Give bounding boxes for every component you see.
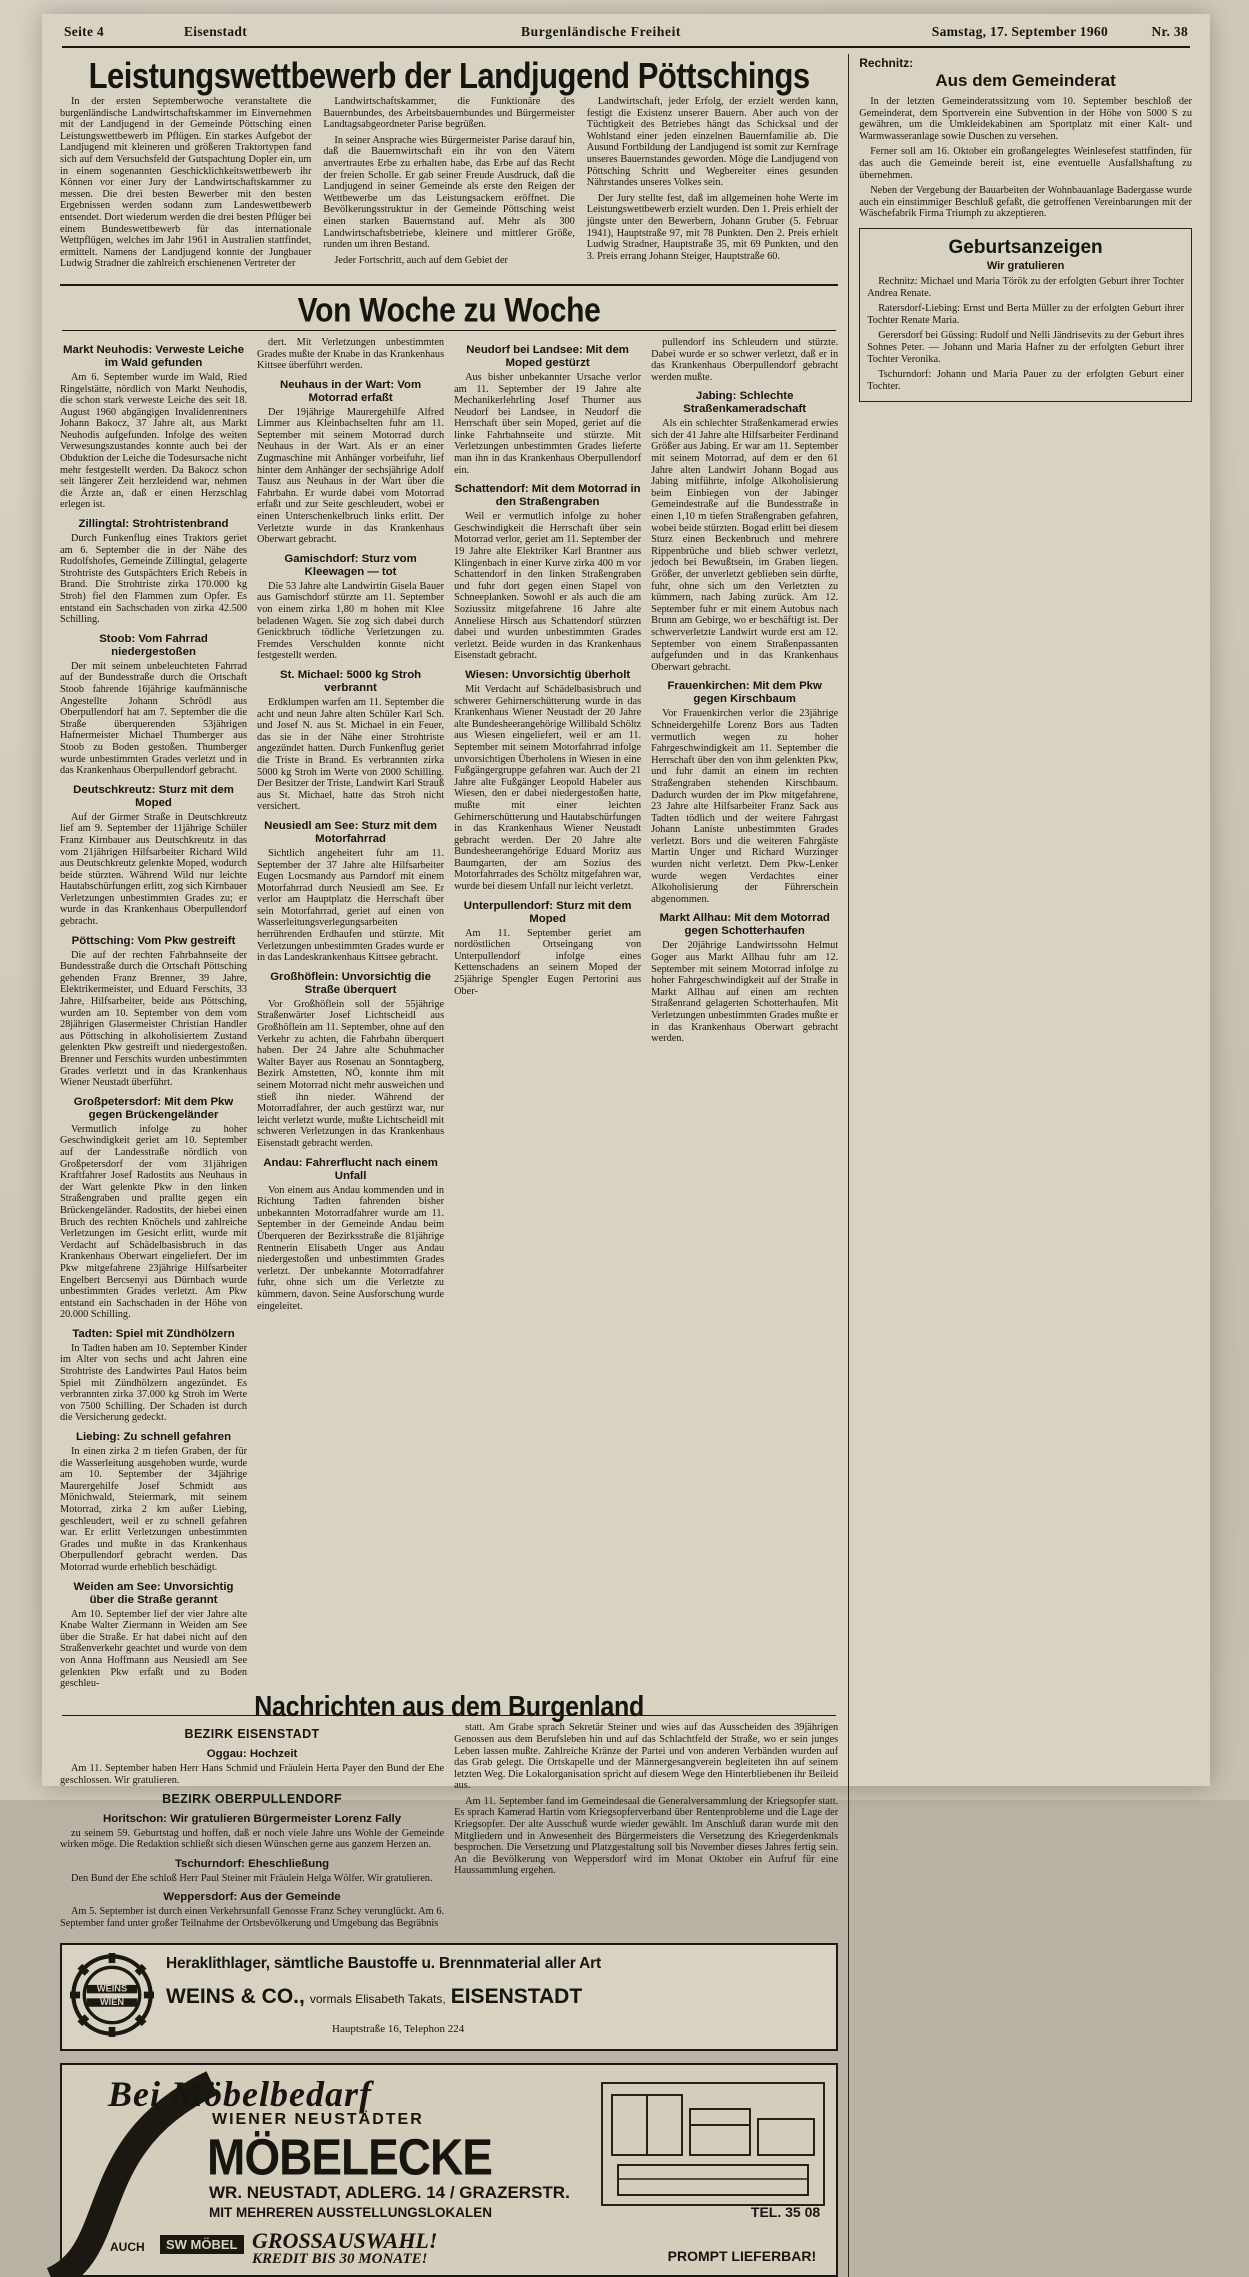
weins-company: WEINS & CO.,	[166, 1985, 305, 2009]
woche-item-para: Vermutlich infolge zu hoher Geschwindigkeit geriet am 10. September auf der Landesstraße nördlich von Großpetersdorf der vom 31jährigen Kraftfahrer Josef Radostits aus Neuhaus in der Wart gelenkte Pkw in den linken Straßengraben und prallte gegen ein Brückengeländer. Radostits, der hiebei einen Bruch des rechten Knöchels und zahlreiche Verletzungen im Gesicht erlitt, wurde mit Verdacht auf Schädelbasisbruch in das Krankenhaus Oberwart eingeliefert. Der im Pkw mitgefahrene 23jährige Hilfsarbeiter Engelbert Bercsenyi aus Dürnbach wurde unbestimmten Grades verletzt. Am Pkw entstand ein Sachschaden in der Höhe von 20.000 Schilling.	[60, 1123, 248, 1321]
woche-item-para: dert. Mit Verletzungen unbestimmten Grades mußte der Knabe in das Krankenhaus Kittsee überführt werden.	[257, 336, 445, 372]
woche-item-para: Aus bisher unbekannter Ursache verlor am 11. September der 19 Jahre alte Mechanikerlehrling Josef Thurner aus Neudorf bei Landsee, in Neudorf die Herrschaft über sein Moped, geriet auf die linke Fahrbahnseite und stürzte. Mit Verletzungen unbestimmten Grades lieferte man ihn in das Krankenhaus Oberpullendorf ein.	[454, 371, 642, 476]
woche-item-title: Unterpullendorf: Sturz mit dem Moped	[463, 899, 632, 925]
woche-item-title: Neuhaus in der Wart: Vom Motorrad erfaßt	[280, 378, 422, 404]
ad-moebelecke[interactable]	[60, 2063, 838, 2277]
woche-item-title: Tadten: Spiel mit Zündhölzern	[72, 1327, 235, 1340]
weins-tagline: Heraklithlager, sämtliche Baustoffe u. Brennmaterial aller Art	[166, 1955, 601, 1973]
paper-title: Burgenländische Freiheit	[520, 24, 682, 39]
woche-item-title: Liebing: Zu schnell gefahren	[75, 1431, 232, 1444]
moebel-prompt: PROMPT LIEFERBAR!	[667, 2248, 817, 2265]
woche-item-title: Frauenkirchen: Mit dem Pkw gegen Kirschbaum	[667, 680, 822, 706]
nachrichten-item-para: Am 11. September fand im Gemeindesaal die Generalversammlung der Kriegsopfer statt. Es sprach Kamerad Hartin vom Kriegsopferverband über Rentenprobleme und die Lage der Kriegsopfer. Der alte Ausschuß wurde wieder gewählt. Im Anschluß daran wurde mit den Mitgliedern und in Anwesenheit des Bürgermeisters die Versetzung des Kriegerdenkmals besprochen. Die Versetzung und Platzgestaltung soll bis November dieses Jahres fertig sein. An die Bevölkerung von Weppersdorf wird im Monat Oktober ein Aufruf für eine Haussammlung ergehen.	[454, 1795, 839, 1877]
woche-item-title: Jabing: Schlechte Straßenkameradschaft	[683, 390, 807, 416]
lead-para: Der Jury stellte fest, daß im allgemeinen hohe Werte im Leistungswettbewerb erzielt wurden. Den 1. Preis erhielt der jüngste unter den Bewerbern, Johann Gruber (5. Februar 1941), Hauptstraße 97, mit 78 Punkten. Den 2. Preis erhielt Ludwig Stradner, Hauptstraße 35, mit 69 Punkten, und den 3. Preis errang Johann Steiger, Hauptstraße 60.	[586, 192, 839, 262]
woche-columns	[60, 337, 838, 1694]
woche-item-para: Mit Verdacht auf Schädelbasisbruch und schwerer Gehirnerschütterung wurde in das Krankenhaus Wiener Neustadt der 20 Jahre alte Bundesheerangehörige Willibald Schöltz aus Wiesen eingeliefert, weil er am 11. September mit seinem Motorfahrrad infolge unvorsichtigen Überholens in Wiesen in eine Fußgängergruppe gefahren war. Auch der 21 Jahre alte Fußgänger Leopold Habeler aus Wiesen, den er dabei niedergestoßen hatte, mußte mit einer leichten Gehirnerschütterung und Hautabschürfungen in das Krankenhaus Wiener Neustadt gebracht werden. Der 20 Jahre alte Bundesheerangehörige Eduard Moritz aus Baumgarten, der am Sozius des Motorfahrrades des Schöltz mitgefahren war, wurde bei diesem Unfall nur leicht verletzt.	[454, 683, 642, 893]
ad-weins[interactable]	[60, 1943, 838, 2051]
woche-item-title: Großpetersdorf: Mit dem Pkw gegen Brückengeländer	[73, 1095, 234, 1121]
lead-para: Landwirtschaftskammer, die Funktionäre des Bauernbundes, des Arbeitsbauernbundes und Bürgermeister Landtagsabgeordneter Parise begrüßen.	[323, 96, 575, 131]
geburtsanzeige-item: Ratersdorf-Liebing: Ernst und Berta Müller zu der erfolgten Geburt ihrer Tochter Renate Maria.	[867, 303, 1184, 326]
woche-item-para: Von einem aus Andau kommenden und in Richtung Tadten fahrenden bisher unbekannten Motorradfahrer wurde am 11. September in der Gemeinde Andau beim Überqueren der Bezirksstraße die 81jährige Rentnerin Elisabeth Unger aus Andau niedergestoßen und unbestimmten Grades verletzt. Der unbekannte Motorradfahrer fuhr, ohne sich um die Verletzte zu kümmern, davon. Seine Ausforschung wurde eingeleitet.	[257, 1184, 445, 1312]
woche-item-para: Am 6. September wurde im Wald, Ried Ringelstätte, nördlich von Markt Neuhodis, die schon stark verweste Leiche des seit 18. August 1960 abgängigen Invalidenrentners Johann Bakocz, 37 Jahre alt, aus Markt Neuhodis aufgefunden. Infolge des weiten Verwesungszustandes konnte auch bei der Obduktion der Leiche die Todesursache nicht mehr festgestellt werden. Da Bakocz schon seit längerer Zeit herzleidend war, nehmen die Ärzte an, daß er einen Herzschlag erlegen ist.	[60, 371, 248, 511]
woche-item-para: In einen zirka 2 m tiefen Graben, der für die Wasserleitung ausgehoben wurde, wurde am 10. September der 34jährige Maurergehilfe Josef Schmidt aus Mönichwald, Steiermark, mit seinem Motorrad, zirka 2 km außer Liebing, geschleudert, weil er zu schnell gefahren war. Er erlitt Verletzungen unbestimmten Grades und mußte in das Krankenhaus Oberpullendorf gebracht werden. Das Motorrad wurde erheblich beschädigt.	[60, 1446, 248, 1573]
svg-text:WEINS: WEINS	[96, 1984, 128, 1995]
woche-item-para: Am 11. September geriet am nordöstlichen Ortseingang von Unterpullendorf infolge eines Kettenschadens an seinem Moped der 25jährige Spengler Eugen Pertorini aus Ober-	[454, 927, 642, 997]
page-number: Seite 4	[64, 24, 104, 39]
woche-banner: Von Woche zu Woche	[297, 291, 601, 330]
geburtsanzeige-item: Gerersdorf bei Güssing: Rudolf und Nelli Jändrisevits zu der Geburt ihres Sohnes Peter. — Johann und Maria Hafner zu der erfolgten Geburt ihrer Tochter Veronika.	[867, 330, 1184, 365]
moebel-kredit: KREDIT BIS 30 MONATE!	[252, 2251, 428, 2268]
right-column	[849, 54, 1192, 2277]
moebel-phone: TEL. 35 08	[750, 2204, 821, 2221]
lead-para: Landwirtschaft, jeder Erfolg, der erzielt werden kann, festigt die Existenz unserer Bauern. Aber auch von der Tüchtigkeit des Betriebes hängt das Schicksal und der Wohlstand einer jeden einzelnen Bauernfamilie ab. Die Ausund Fortbildung der Landjugend ist somit zur Kernfrage unseres Bauernstandes geworden. Möge die Landjugend von Pöttsching Schritt und Wegbereiter eines gesunden Nährstandes unseres Volkes sein.	[586, 96, 839, 189]
nachrichten-item-para: statt. Am Grabe sprach Sekretär Steiner und wies auf das Ausscheiden des 39jährigen Genossen aus dem Berufsleben hin und auf das Schlachtfeld der Straße, wo er sein junges Leben lassen mußte. Zahlreiche Kränze der Partei und von anderen Verbänden wurden auf das Grab gelegt. Die Ortskapelle und der Männergesangverein begleiteten ihn auf seinem letzten Weg. Die Lokalorganisation spricht auf diesem Wege den Hinterbliebenen ihr Beileid aus.	[454, 1722, 839, 1792]
woche-item-para: Erdklumpen warfen am 11. September die acht und neun Jahre alten Schüler Karl Sch. und Josef N. aus St. Michael in ein Feuer, das sie in der Nähe einer Strohtriste angezündet hatten. Durch Funkenflug geriet die Triste in Brand. Es verbrannten zirka 5000 kg Stroh im Werte von 2000 Schilling. Der Besitzer der Triste, Landwirt Karl Strauß aus St. Michael, hatte das Stroh nicht versichert.	[257, 696, 445, 813]
masthead	[60, 24, 1192, 44]
nachrichten-item-title: Oggau: Hochzeit	[206, 1748, 298, 1761]
woche-item-title: Pöttsching: Vom Pkw gestreift	[71, 934, 236, 947]
nachrichten-item-title: Tschurndorf: Eheschließung	[174, 1857, 330, 1870]
woche-item-title: Markt Allhau: Mit dem Motorrad gegen Schotterhaufen	[659, 912, 830, 938]
moebel-subtitle: WIENER NEUSTÄDTER	[212, 2111, 424, 2129]
woche-item-para: pullendorf ins Schleudern und stürzte. Dabei wurde er so schwer verletzt, daß er in das Krankenhaus Oberpullendorf gebracht werden mußte.	[651, 336, 839, 383]
geburtsanzeige-item: Rechnitz: Michael und Maria Török zu der erfolgten Geburt ihrer Tochter Andrea Renate.	[867, 275, 1184, 299]
woche-item-para: Vor Großhöflein soll der 55jährige Straßenwärter Josef Lichtscheidl aus Großhöflein am 11. September, ohne auf den Verkehr zu achten, die Fahrbahn überquert haben. Der 24 Jahre alte Schuhmacher Walter Bayer aus Rosenau an Sonntagberg, Bezirk Amstetten, NÖ, konnte ihm mit seinem Motorrad nicht mehr ausweichen und stieß ihn nieder. Während der Motorradfahrer, der auch gestürzt war, nur leicht verletzt wurde, mußte Lichtscheidl mit schweren Verletzungen in das Krankenhaus Eisenstadt gebracht werden.	[257, 998, 445, 1149]
nachrichten-item-para: Am 11. September haben Herr Hans Schmid und Fräulein Herta Payer den Bund der Ehe geschlossen. Wir gratulieren.	[60, 1763, 445, 1786]
section-rule	[60, 284, 838, 286]
woche-item-title: Deutschkreutz: Sturz mit dem Moped	[73, 783, 234, 809]
rechnitz-place: Rechnitz:	[859, 56, 914, 70]
woche-item-title: Schattendorf: Mit dem Motorrad in den Straßengraben	[454, 483, 641, 509]
geburtsanzeigen-box	[859, 228, 1192, 402]
woche-item-title: Neudorf bei Landsee: Mit dem Moped gestürzt	[466, 343, 629, 369]
nachrichten-item-para: zu seinem 59. Geburtstag und hoffen, daß er noch viele Jahre uns Wohle der Gemeinde wirken möge. Die Redaktion schließt sich diesen Wünschen gerne aus ganzem Herzen an.	[60, 1827, 445, 1851]
moebel-address2: MIT MEHREREN AUSSTELLUNGSLOKALEN	[209, 2205, 492, 2221]
nachrichten-item-title: Horitschon: Wir gratulieren Bürgermeister Lorenz Fally	[103, 1812, 402, 1825]
woche-item-para: Auf der Girmer Straße in Deutschkreutz lief am 9. September der 11jährige Schüler Franz Kirnbauer aus Deutschkreutz in das vom 21jährigen Hilfsarbeiter Richard Wild aus Deutschkreutz gelenkte Moped, wodurch beide stürzten. Während Wild nur leichte Hautabschürfungen erlitt, zog sich Kirnbauer Verletzungen unbestimmten Grades zu; er wurde in das Krankenhaus Oberpullendorf gebracht.	[60, 811, 248, 928]
lead-para: Jeder Fortschritt, auch auf dem Gebiet der	[334, 254, 508, 266]
moebel-grossauswahl: GROSSAUSWAHL!	[252, 2228, 438, 2254]
woche-item-para: Der 19jährige Maurergehilfe Alfred Limmer aus Kleinbachselten fuhr am 11. September mit seinem Motorrad durch Neuhaus in der Wart. Als er an einer Zugmaschine mit Anhänger vorbeifuhr, lief hinter dem Anhänger der sechsjährige Adolf Tausz aus Neuhaus in der Wart über die Fahrbahn. Er wurde dabei vom Motorrad erfaßt und zur Seite geschleudert, wobei er einen Unterschenkelbruch links erlitt. Der Verletzte wurde in das Krankenhaus Oberwart gebracht.	[257, 406, 445, 546]
rechnitz-para: Neben der Vergebung der Bauarbeiten der Wohnbauanlage Badergasse wurde auch ein einstimmiger Beschluß gefaßt, die getroffenen Vereinbarungen mit der Wäschefabrik Firma Triumph zu akzeptieren.	[859, 185, 1192, 220]
weins-city: EISENSTADT	[450, 1985, 583, 2009]
woche-item-title: Stoob: Vom Fahrrad niedergestoßen	[99, 632, 208, 658]
woche-item-para: Der 20jährige Landwirtssohn Helmut Goger aus Markt Allhau fuhr am 12. September mit seinem Motorrad infolge zu hoher Fahrgeschwindigkeit auf der Straße in Markt Allhau auf einen am rechten Straßenrand gelagerten Schotterhaufen. Mit Verletzungen unbestimmten Grades mußte er in das Krankenhaus Oberwart gebracht werden.	[651, 940, 839, 1045]
svg-text:WIEN: WIEN	[99, 1997, 125, 2008]
weins-logo-icon	[70, 1953, 154, 2037]
bezirk-heading: BEZIRK EISENSTADT	[184, 1727, 320, 1742]
rechnitz-title: Aus dem Gemeinderat	[935, 71, 1116, 90]
masthead-rule	[62, 46, 1190, 48]
issue-number: Nr. 38	[1151, 24, 1188, 39]
woche-item-para: In Tadten haben am 10. September Kinder im Alter von sechs und acht Jahren eine Strohtriste des Landwirtes Paul Hatos beim Spiel mit Zündhölzern angezündet. Es verbrannten zirka 37.000 kg Stroh im Werte von 7500 Schilling. Der Schaden ist durch die Versicherung gedeckt.	[60, 1342, 248, 1424]
weins-former: vormals Elisabeth Takats,	[309, 1992, 446, 2007]
newspaper-sheet	[42, 14, 1210, 2268]
weins-address: Hauptstraße 16, Telephon 224	[332, 2023, 465, 2036]
woche-item-para: Der mit seinem unbeleuchteten Fahrrad auf der Bundesstraße durch die Ortschaft Stoob fahrende 16jährige kaufmännische Angestellte Johann Schrödl aus Oberpullendorf hat am 7. September die die Straße überquerenden 53jährigen Hafnermeister Michael Thumberger aus Stoob zu Boden gestoßen. Thumberger wurde unbestimmten Grades verletzt und in das Krankenhaus Oberpullendorf gebracht.	[60, 660, 248, 777]
geburtsanzeigen-subtitle: Wir gratulieren	[986, 259, 1065, 272]
nachrichten-col-2	[454, 1722, 838, 1933]
furniture-illustration-icon	[598, 2079, 828, 2209]
woche-item-para: Weil er vermutlich infolge zu hoher Geschwindigkeit die Herrschaft über sein Motorrad verlor, geriet am 11. September der 19 Jahre alte Elektriker Karl Brantner aus Klingenbach in einer Kurve zirka 400 m vor Schattendorf in den linken Straßengraben und fuhr dort gegen einen Stapel von Schneeplanken. Sowohl er als auch die am Soziussitz mitgefahrene 16 Jahre alte Anneliese Hirsch aus Schattendorf stürzten dabei und wurden unbestimmten Grades verletzt. Beide wurden in das Krankenhaus Eisenstadt gebracht.	[454, 511, 642, 662]
woche-item-para: Durch Funkenflug eines Traktors geriet am 6. September die in der Nähe des Rudolfshofes, Gemeinde Zillingtal, gelagerte Strohtriste des Gutspächters Erich Rebeis in Brand. Die Strohtriste zirka 170.000 kg Stroh) fiel den Flammen zum Opfer. Es entstand ein Sachschaden von zirka 42.500 Schilling.	[60, 533, 248, 626]
lead-article	[60, 96, 838, 274]
woche-item-para: Vor Frauenkirchen verlor die 23jährige Schneidergehilfe Lorenz Bors aus Tadten vermutlich wegen zu hoher Fahrgeschwindigkeit am 11. September die Herrschaft über den von ihm gelenkten Pkw, und fuhr damit an einem im rechten Straßengraben stehenden Kirschbaum. Dadurch wurden der im Pkw mitgefahrene, 23 Jahre alte Hilfsarbeiter Franz Sack aus Tadten tödlich und der weitere Fahrgast Johann Laniste unbestimmten Grades verletzt. Bors und die weiteren Fahrgäste Martin Unger und Richard Wurzinger wurden nicht verletzt. Dem Pkw-Lenker wurde wegen Verdachtes einer Alkoholisierung der Führerschein abgenommen.	[651, 708, 839, 905]
woche-col-3	[454, 337, 641, 1694]
nachrichten-item-title: Weppersdorf: Aus der Gemeinde	[163, 1891, 341, 1904]
woche-item-para: Am 10. September lief der vier Jahre alte Knabe Walter Ziermann in Weiden am See über die Straße. Er hat dabei nicht auf den Straßenverkehr geachtet und wurde von dem von Anna Hoffmann aus Neusiedl am See gelenkten Pkw erfaßt und zu Boden geschleu-	[60, 1608, 248, 1690]
moebel-address: WR. NEUSTADT, ADLERG. 14 / GRAZERSTR.	[209, 2183, 570, 2203]
moebel-sw-badge: SW MÖBEL	[160, 2235, 244, 2254]
woche-item-title: Großhöflein: Unvorsichtig die Straße überquert	[270, 970, 431, 996]
woche-item-title: Weiden am See: Unvorsichtig über die Straße gerannt	[73, 1580, 234, 1606]
nachrichten-col-1	[60, 1722, 444, 1933]
weins-name	[166, 1985, 582, 2009]
woche-item-para: Als ein schlechter Straßenkamerad erwies sich der 41 Jahre alte Hilfsarbeiter Ferdinand Größer aus Jabing. Er war am 11. September mit seinem Motorrad, auf dem er den 61 Jahre alten Landwirt Johann Bogad aus Jabing mitführte, infolge Alkoholisierung beim Einbiegen von der Jabinger Gemeindestraße auf die Bundesstraße in einen 1,10 m tiefen Straßengraben gefahren, wobei beide stürzten. Bogad erlitt bei diesem Sturz einen Beckenbruch und mehrere Rippenbrüche und blieb schwer verletzt, jedoch bei Bewußtsein, im Graben liegen. Größer, der unverletzt geblieben sein dürfte, fuhr, ohne sich um den Verletzten zu kümmern, nach Jabing zurück. Am 12. September fuhr er mit einem Autobus nach Brunn am Gebirge, wo er beschäftigt ist. Der schwerverletzte Landwirt wurde erst am 12. September von einem Straßenpassanten aufgefunden und in das Krankenhaus Oberwart gebracht.	[651, 418, 839, 673]
woche-col-1	[60, 337, 247, 1694]
moebel-auch: AUCH	[110, 2240, 145, 2255]
woche-item-para: Die auf der rechten Fahrbahnseite der Bundesstraße durch die Ortschaft Pöttsching gehenden Franz Brenner, 39 Jahre, Elektrikermeister, und Eduard Ferschits, 33 Jahre, Hilfsarbeiter, beide aus Pöttsching, wurden am 10. September von dem vom 28jährigen Glasermeister Christian Handler aus Pöttsching in alkoholisiertem Zustand gelenkten Pkw gestreift und niedergestoßen. Brenner und Ferschits wurden unbestimmten Grades verletzt und in das Krankenhaus Wiener Neustadt überführt.	[60, 949, 248, 1089]
bezirk-heading: BEZIRK OBERPULLENDORF	[162, 1791, 343, 1806]
woche-item-title: Markt Neuhodis: Verweste Leiche im Wald gefunden	[63, 343, 245, 369]
issue-date: Samstag, 17. September 1960	[931, 24, 1108, 39]
woche-item-title: Wiesen: Unvorsichtig überholt	[465, 668, 631, 681]
nachrichten-item-para: Den Bund der Ehe schloß Herr Paul Steiner mit Fräulein Helga Wölfer. Wir gratulieren.	[71, 1872, 433, 1884]
nachrichten-item-para: Am 5. September ist durch einen Verkehrsunfall Genosse Franz Schey verunglückt. Am 6. September fand unter großer Teilnahme der Ortsbevölkerung und Umgebung das Begräbnis	[60, 1906, 445, 1929]
geburtsanzeige-item: Tschurndorf: Johann und Maria Pauer zu der erfolgten Geburt einer Tochter.	[867, 369, 1184, 392]
lead-headline: Leistungswettbewerb der Landjugend Pöttschings	[88, 54, 810, 97]
woche-item-para: Sichtlich angeheitert fuhr am 11. September der 37 Jahre alte Hilfsarbeiter Eugen Locsmandy aus Parndorf mit einem Motorfahrrad durch Neusiedl am See. Er verlor am Hauptplatz die Herrschaft über sein Motorfahrrad, geriet auf einen von Wasserleitungsverlegungsarbeiten herrührenden Erdhaufen und stürzte. Mit Verletzungen unbestimmten Grades wurde er in das Landeskrankenhaus Kittsee gebracht.	[257, 847, 445, 964]
geburtsanzeigen-list	[867, 276, 1184, 392]
woche-item-title: Gamischdorf: Sturz vom Kleewagen — tot	[284, 552, 417, 578]
masthead-city: Eisenstadt	[184, 24, 248, 39]
rechnitz-para: In der letzten Gemeinderatssitzung vom 10. September beschloß der Gemeinderat, dem Sportverein eine Subvention in der Höhe von 5000 S zu gewähren, um die Umkleidekabinen am Sportplatz mit einer Kalt- und Warmwasseranlage sowie Duschen zu versehen.	[859, 96, 1192, 142]
nachrichten-columns	[60, 1722, 838, 1933]
moebel-bei: Bei Möbelbedarf	[108, 2074, 372, 2115]
lead-para: In seiner Ansprache wies Bürgermeister Parise darauf hin, daß die Bauernwirtschaft ein ihr von den Vätern anvertrautes Erbe zu erhalten habe, das Erbe auf das Recht der freien Scholle. Er gab seiner Freude Ausdruck, daß die Landjugend in seiner Gemeinde als erste den Reigen der Wettbewerbe um das Leistungsackern eröffnet. Die Bevölkerungsstruktur in der Gemeinde Pöttsching weist einen starken Bauernstand auf. Mehr als 300 Landwirtschaftsbetriebe, kleinere und mittlerer Größe, runden um ihren Bestand.	[323, 134, 575, 251]
nachrichten-banner: Nachrichten aus dem Burgenland	[254, 1690, 644, 1723]
woche-item-title: St. Michael: 5000 kg Stroh verbrannt	[279, 668, 422, 694]
woche-item-title: Neusiedl am See: Sturz mit dem Motorfahrrad	[264, 819, 437, 845]
rechnitz-para: Ferner soll am 16. Oktober ein großangelegtes Weinlesefest stattfinden, für das auch die Gemeinde bereit ist, eine eventuelle Ausfallshaftung zu übernehmen.	[859, 146, 1192, 181]
woche-col-2	[257, 337, 444, 1694]
woche-col-4	[651, 337, 838, 1694]
lead-para: In der ersten Septemberwoche veranstaltete die burgenländische Landwirtschaftskammer im Einvernehmen mit der Landjugend in der Gemeinde Pöttsching einen Leistungswettbewerb im Pflügen. Ein starkes Aufgebot der Landjugend mit kleineren und größeren Traktortypen fand sich auf dem Versuchsfeld der Gutspachtung Dopler ein, um in einem sogenannten Geschicklichkeitswettbewerb ihr Können vor einer Jury der Landwirtschaftskammer zu messen. Die drei besten Bewerber mit den besten Ergebnissen werden sodann zum Landeswettbewerb entsendet. Dort wiederum werden die drei besten Pflüger bei einem Bundeswettbewerb für das internationale Wettpflügen, welches im Jahr 1961 in Australien stattfindet, ermittelt. Namens der Landjugend konnte der Jungbauer Ludwig Stradner die zahlreich erschienenen Vertreter der	[60, 96, 312, 270]
woche-item-title: Andau: Fahrerflucht nach einem Unfall	[263, 1156, 438, 1182]
geburtsanzeigen-title: Geburtsanzeigen	[948, 236, 1103, 258]
woche-item-title: Zillingtal: Strohtristenbrand	[78, 518, 229, 531]
woche-item-para: Die 53 Jahre alte Landwirtin Gisela Bauer aus Gamischdorf stürzte am 11. September von einem zirka 1,80 m hohen mit Klee beladenen Wagen. Sie zog sich dabei durch Genickbruch tödliche Verletzungen zu. Fremdes Verschulden konnte nicht festgestellt werden.	[257, 580, 445, 662]
moebel-name: MÖBELECKE	[207, 2128, 492, 2186]
